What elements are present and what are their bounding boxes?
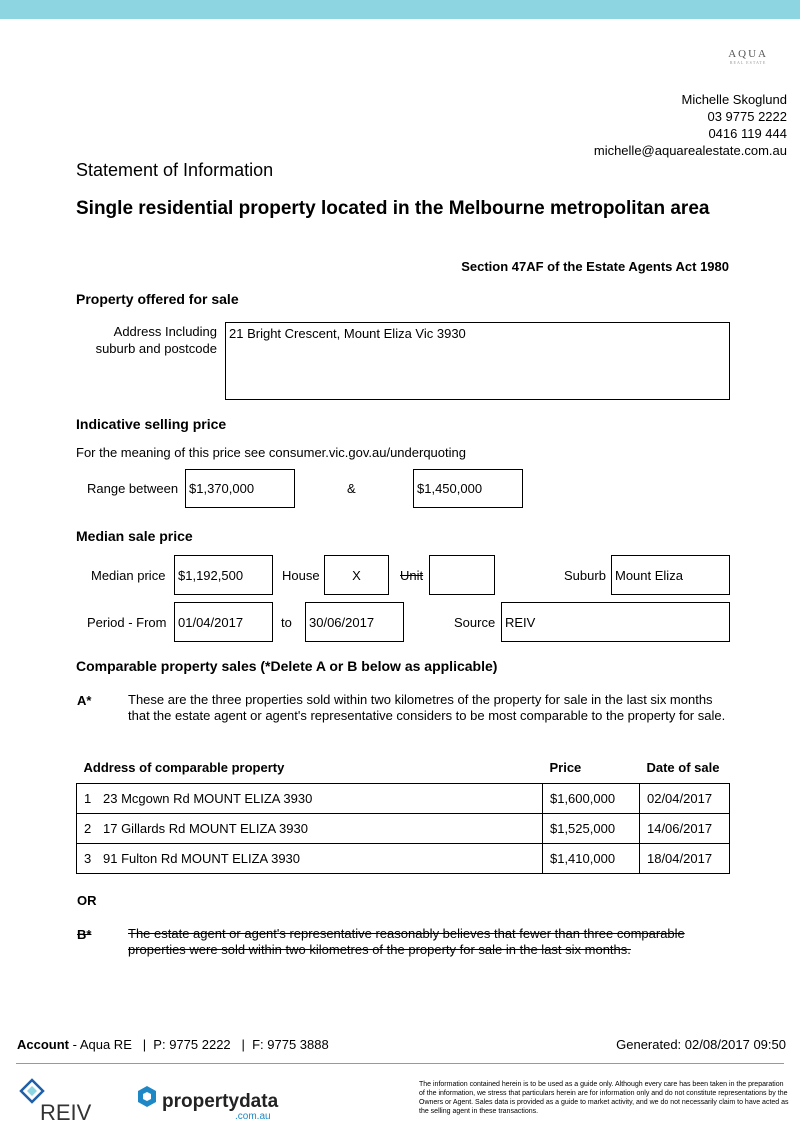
row-number: 3: [77, 844, 97, 874]
period-to-field[interactable]: 30/06/2017: [305, 602, 404, 642]
footer-disclaimer: The information contained herein is to be used as a guide only. Although every care has been taken in the preparation of the information, we stress that particulars herein are for information only and do not constitute representations by the Owners or Agent. Sales data is provided as a guide to market activity, and we do not necessarily claim to have acted as the selling agent in these transactions.: [419, 1081, 789, 1115]
top-accent-bar: [0, 0, 800, 19]
option-a-text: These are the three properties sold within two kilometres of the property for sale in the last six months that the estate agent or agent's representative considers to be most comparable to the property for sale.: [128, 692, 726, 723]
propertydata-logo: [135, 1083, 285, 1123]
price-low-field[interactable]: $1,370,000: [185, 469, 295, 508]
row-number: 2: [77, 814, 97, 844]
comparable-price: $1,410,000: [542, 844, 639, 874]
option-b-letter: B*: [77, 927, 92, 942]
table-row: [77, 814, 730, 844]
reiv-diamond-icon: [21, 1080, 43, 1102]
house-label: House: [282, 568, 320, 583]
table-header-row: [77, 757, 730, 784]
propertydata-logo-subtext: .com.au: [235, 1111, 271, 1122]
section-title-comparable: Comparable property sales (*Delete A or B below as applicable): [76, 658, 498, 674]
suburb-field[interactable]: Mount Eliza: [611, 555, 730, 595]
reiv-logo-text: REIV: [40, 1100, 92, 1123]
unit-label: Unit: [400, 568, 424, 583]
comparable-address: 91 Fulton Rd MOUNT ELIZA 3930: [96, 844, 542, 874]
act-reference: Section 47AF of the Estate Agents Act 1980: [461, 259, 729, 274]
agent-mobile: 0416 119 444: [708, 126, 787, 141]
account-label: Account: [17, 1037, 69, 1052]
range-label: Range between: [87, 481, 179, 496]
unit-field[interactable]: [429, 555, 495, 595]
agent-name: Michelle Skoglund: [681, 92, 787, 107]
period-to-label: to: [281, 615, 292, 630]
comparable-date: 02/04/2017: [639, 784, 729, 814]
agent-email[interactable]: michelle@aquarealestate.com.au: [593, 143, 787, 158]
period-from-label: Period - From: [87, 615, 167, 630]
or-separator: OR: [77, 893, 97, 908]
comparable-price: $1,525,000: [542, 814, 639, 844]
comparable-sales-table: [76, 757, 730, 874]
comparable-date: 14/06/2017: [639, 814, 729, 844]
source-label: Source: [454, 615, 496, 630]
period-from-field[interactable]: 01/04/2017: [174, 602, 273, 642]
column-header-date: Date of sale: [646, 760, 720, 775]
propertydata-logo-text: propertydata: [162, 1091, 279, 1112]
table-row: [77, 844, 730, 874]
section-title-property: Property offered for sale: [76, 291, 239, 307]
median-price-field[interactable]: $1,192,500: [174, 555, 273, 595]
agent-phone: 03 9775 2222: [707, 109, 787, 124]
address-field[interactable]: 21 Bright Crescent, Mount Eliza Vic 3930: [225, 322, 730, 400]
option-b-text: The estate agent or agent's representative reasonably believes that fewer than three comparable properties were sold within two kilometres of the property for sale in the last six months.: [128, 926, 685, 957]
aqua-logo: AQUA REAL ESTATE: [728, 48, 768, 65]
suburb-label: Suburb: [564, 568, 606, 583]
row-number: 1: [77, 784, 97, 814]
footer-divider: [16, 1063, 784, 1064]
house-field[interactable]: X: [324, 555, 389, 595]
section-title-indicative: Indicative selling price: [76, 416, 227, 432]
comparable-address: 17 Gillards Rd MOUNT ELIZA 3930: [96, 814, 542, 844]
document-title: Statement of Information: [76, 160, 274, 180]
section-title-median: Median sale price: [76, 528, 193, 544]
account-info: [17, 1037, 329, 1052]
option-a-letter: A*: [77, 693, 92, 708]
reiv-logo: [16, 1078, 96, 1123]
comparable-price: $1,600,000: [542, 784, 639, 814]
range-ampersand: &: [347, 481, 356, 496]
page-heading: Single residential property located in the Melbourne metropolitan area: [76, 198, 710, 219]
median-price-label: Median price: [91, 568, 166, 583]
propertydata-hex-icon: [138, 1086, 156, 1107]
column-header-address: Address of comparable property: [83, 760, 285, 775]
comparable-address: 23 Mcgown Rd MOUNT ELIZA 3930: [96, 784, 542, 814]
price-high-field[interactable]: $1,450,000: [413, 469, 523, 508]
column-header-price: Price: [549, 760, 582, 775]
address-label: Address Including suburb and postcode: [95, 324, 217, 356]
underquoting-note: For the meaning of this price see consumer.vic.gov.au/underquoting: [76, 445, 466, 460]
comparable-date: 18/04/2017: [639, 844, 729, 874]
generated-timestamp: Generated: 02/08/2017 09:50: [616, 1037, 786, 1052]
table-row: [77, 784, 730, 814]
agent-contact-block: [594, 91, 787, 159]
account-details: - Aqua RE | P: 9775 2222 | F: 9775 3888: [69, 1037, 329, 1052]
source-field[interactable]: REIV: [501, 602, 730, 642]
